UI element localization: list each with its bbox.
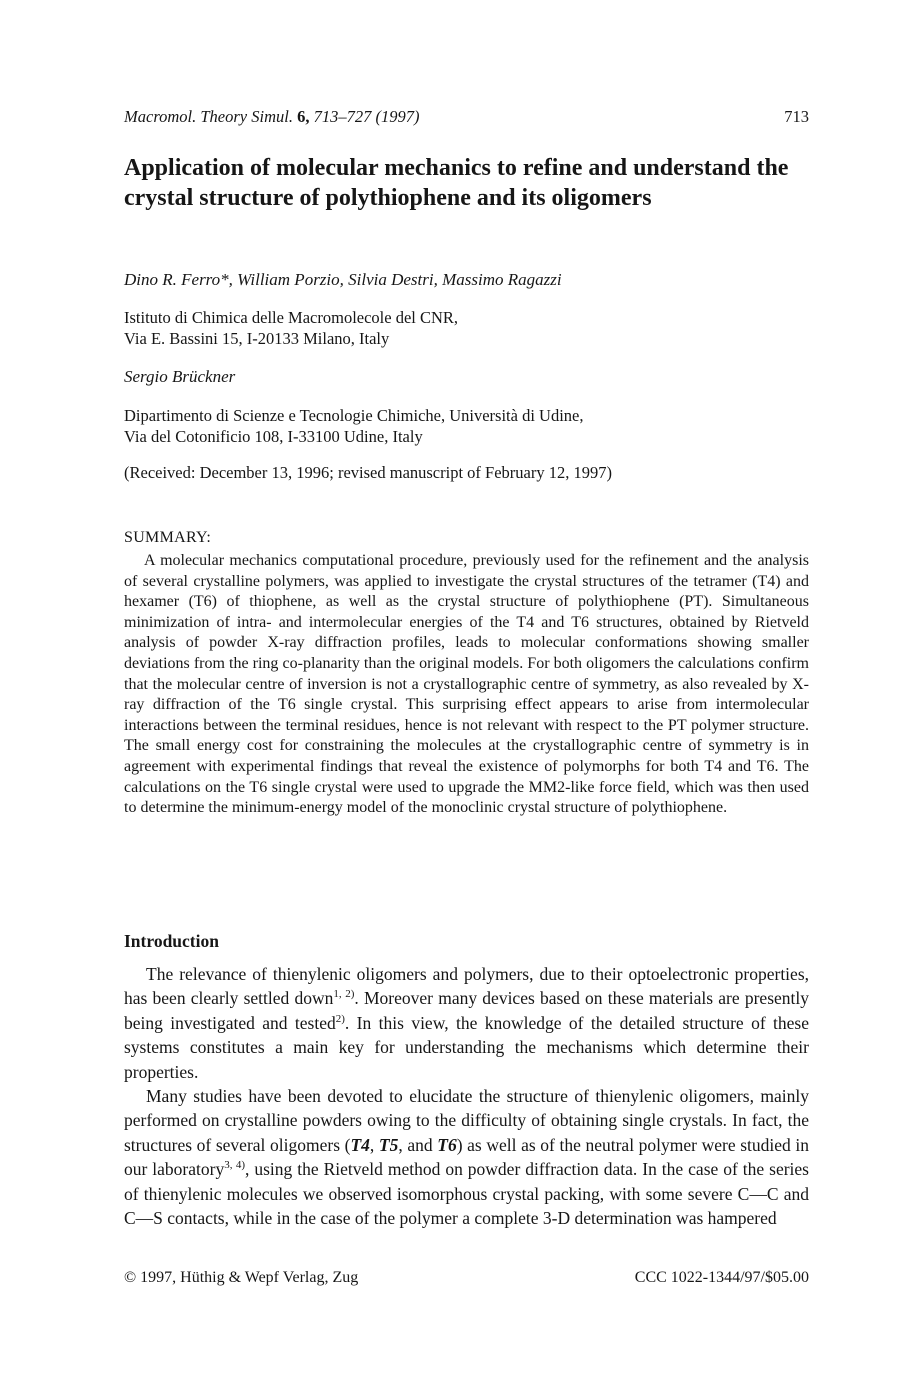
affiliation-1-line-1: Istituto di Chimica delle Macromolecole del CNR, <box>124 308 459 327</box>
p1-text-c: . In this view, the knowledge of the detailed structure of these systems constitutes a main key for understanding the mechanisms which determine their properties. <box>124 1012 809 1082</box>
received-dates: (Received: December 13, 1996; revised manuscript of February 12, 1997) <box>124 463 612 482</box>
reference-2: 2) <box>335 1012 345 1025</box>
oligomer-t4: T4 <box>350 1134 370 1155</box>
ccc-code: CCC 1022-1344/97/$05.00 <box>634 1269 809 1286</box>
copyright-notice: © 1997, Hüthig & Wepf Verlag, Zug <box>124 1269 359 1286</box>
reference-3-4: 3, 4) <box>224 1159 245 1172</box>
journal-pages: 713–727 (1997) <box>313 107 420 126</box>
oligomer-t5: T5 <box>378 1134 399 1155</box>
introduction-paragraph-1 <box>124 962 809 1084</box>
p2-text-c: , using the Rietveld method on powder diffraction data. In the case of the series of thienylenic molecules we observed isomorphous crystal packing, with some severe C—C and C—S contacts, while in the case of the polymer a complete 3-D determination was hampered <box>124 1159 809 1229</box>
page-number: 713 <box>784 107 809 126</box>
p1-text-b: . Moreover many devices based on these materials are presently being investigated and tested <box>124 988 809 1033</box>
journal-citation <box>124 107 419 127</box>
journal-volume: 6, <box>297 107 310 126</box>
running-header <box>124 107 809 127</box>
affiliation-2-line-1: Dipartimento di Scienze e Tecnologie Chimiche, Università di Udine, <box>124 406 584 425</box>
affiliation-1 <box>124 307 458 349</box>
summary-text: A molecular mechanics computational procedure, previously used for the refinement and the analysis of several crystalline polymers, was applied to investigate the crystal structures of the tetramer (T4) and hexamer (T6) of thiophene, as well as the crystal structure of polythiophene (PT). Simultaneous minimization of intra- and intermolecular energies of the T4 and T6 structures, obtained by Rietveld analysis of powder X-ray diffraction profiles, leads to molecular conformations showing smaller deviations from the ring co-planarity than the original models. For both oligomers the calculations confirm that the molecular centre of inversion is not a crystallographic centre of symmetry, as also revealed by X-ray diffraction of the T6 single crystal. This surprising effect appears to arise from intermolecular interactions between the terminal residues, hence is not relevant with respect to the PT polymer structure. The small energy cost for constraining the molecules at the crystallographic centre of symmetry is in agreement with experimental findings that reveal the existence of polymorphs for both T4 and T6. The calculations on the T6 single crystal were used to upgrade the MM2-like force field, which was then used to determine the minimum-energy model of the monoclinic crystal structure of polythiophene. <box>124 552 809 817</box>
summary-heading: SUMMARY: <box>124 529 212 546</box>
article-title: Application of molecular mechanics to refine and understand the crystal structure of polythiophene and its oligomers <box>124 155 789 211</box>
oligomer-t6: T6 <box>437 1134 457 1155</box>
p2-text-b: ) as well as of the neutral polymer were studied in our laboratory <box>124 1134 810 1180</box>
introduction-paragraph-2 <box>124 1084 809 1230</box>
p2-sep-2: , and <box>398 1134 438 1155</box>
reference-1-2: 1, 2) <box>333 988 355 1001</box>
introduction-heading: Introduction <box>124 931 219 951</box>
author-list: Dino R. Ferro*, William Porzio, Silvia Destri, Massimo Ragazzi <box>124 270 562 289</box>
p2-text-a: Many studies have been devoted to elucidate the structure of thienylenic oligomers, mainly performed on crystalline powders owing to the difficulty of obtaining single crystals. In fact, the structures of several oligomers ( <box>124 1086 809 1155</box>
journal-name: Macromol. Theory Simul. <box>124 107 293 126</box>
p1-text-a: The relevance of thienylenic oligomers and polymers, due to their optoelectronic properties, has been clearly settled down <box>124 964 809 1009</box>
affiliation-1-line-2: Via E. Bassini 15, I-20133 Milano, Italy <box>124 329 390 348</box>
p2-sep-1: , <box>369 1134 379 1155</box>
author-2: Sergio Brückner <box>124 367 236 386</box>
affiliation-2 <box>124 405 584 447</box>
affiliation-2-line-2: Via del Cotonificio 108, I-33100 Udine, Italy <box>124 427 423 446</box>
